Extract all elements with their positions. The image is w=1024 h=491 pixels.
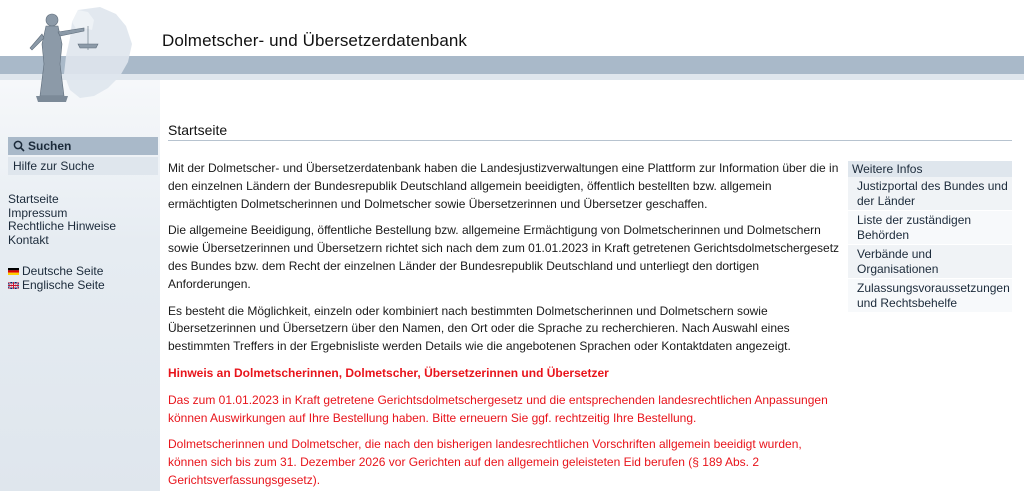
language-label-english: Englische Seite <box>22 278 105 292</box>
info-link-behoerden[interactable]: Liste der zuständigen Behörden <box>848 211 1012 245</box>
search-label: Suchen <box>28 139 72 153</box>
uk-flag-icon <box>8 282 19 289</box>
further-info-box <box>848 161 1012 313</box>
help-search-link[interactable] <box>8 157 158 175</box>
language-link-english[interactable] <box>8 278 105 292</box>
language-link-german[interactable] <box>8 264 105 278</box>
sidebar-link-startseite[interactable]: Startseite <box>8 192 59 206</box>
sidebar-link-impressum[interactable]: Impressum <box>8 205 68 220</box>
german-flag-icon <box>8 268 19 275</box>
search-icon <box>13 140 25 152</box>
language-label-german: Deutsche Seite <box>22 264 104 278</box>
info-link-zulassung[interactable]: Zulassungsvoraussetzungen und Rechtsbehelfe <box>848 279 1012 313</box>
info-link-verbaende[interactable]: Verbände und Organisationen <box>848 245 1012 279</box>
main-content <box>168 160 840 491</box>
info-link-justizportal[interactable]: Justizportal des Bundes und der Länder <box>848 177 1012 211</box>
notice-paragraph: Dolmetscherinnen und Dolmetscher, die nach den bisherigen landesrechtlichen Vorschriften allgemein beeidigt wurden, können sich bis zum 31. Dezember 2026 vor Gerichten auf den allgemein geleisteten Eid berufen (§ 189 Abs. 2 Gerichtsverfassungsgesetz). <box>168 437 802 487</box>
sidebar-links <box>8 193 116 247</box>
legal-paragraph: Die allgemeine Beeidigung, öffentliche Bestellung bzw. allgemeine Ermächtigung von Dolmetscherinnen und Dolmetschern sowie Übersetzerinnen und Übersetzern richtet sich nach dem zum 01.01.2023 in Kraft getretenen Gerichtsdolmetschergesetz des Bundes bzw. dem Recht der einzelnen Länder der Bundesrepublik Deutschland und unterliegt den dortigen Anforderungen. <box>168 223 840 291</box>
sidebar-link-rechtliche-hinweise[interactable]: Rechtliche Hinweise <box>8 219 117 233</box>
notice-heading: Hinweis an Dolmetscherinnen, Dolmetscher, Übersetzerinnen und Übersetzer <box>168 365 609 380</box>
search-paragraph: Es besteht die Möglichkeit, einzeln oder kombiniert nach bestimmten Dolmetscherinnen und Dolmetschern sowie Übersetzerinnen und Übersetzern über den Namen, den Ort oder die Sprache zu recherchieren. Nach Auswahl eines bestimmten Treffers in der Ergebnisliste werden Details wie die angebotenen Sprachen oder Kontaktdaten angezeigt. <box>168 303 791 354</box>
help-search-label: Hilfe zur Suche <box>13 159 95 173</box>
further-info-heading: Weitere Infos <box>848 161 1012 177</box>
title-divider <box>168 140 1012 141</box>
notice-paragraph: Das zum 01.01.2023 in Kraft getretene Gerichtsdolmetschergesetz und die entsprechenden landesrechtlichen Anpassungen können Auswirkungen auf Ihre Bestellung haben. Bitte erneuern Sie ggf. rechtzeitig Ihre Bestellung. <box>168 392 828 425</box>
intro-paragraph: Mit der Dolmetscher- und Übersetzerdatenbank haben die Landesjustizverwaltungen eine Plattform zur Information über die in den einzelnen Ländern der Bundesrepublik Deutschland allgemein beeidigten, öffentlich bestellten bzw. allgemein ermächtigten Dolmetscherinnen und Dolmetscher sowie Übersetzerinnen und Übersetzer geschaffen. <box>168 161 839 211</box>
language-links <box>8 264 105 292</box>
justitia-logo-icon[interactable] <box>8 4 158 104</box>
sidebar-link-kontakt[interactable]: Kontakt <box>8 232 49 247</box>
search-link[interactable] <box>8 137 158 155</box>
site-title: Dolmetscher- und Übersetzerdatenbank <box>162 31 468 50</box>
page-title: Startseite <box>168 122 228 138</box>
